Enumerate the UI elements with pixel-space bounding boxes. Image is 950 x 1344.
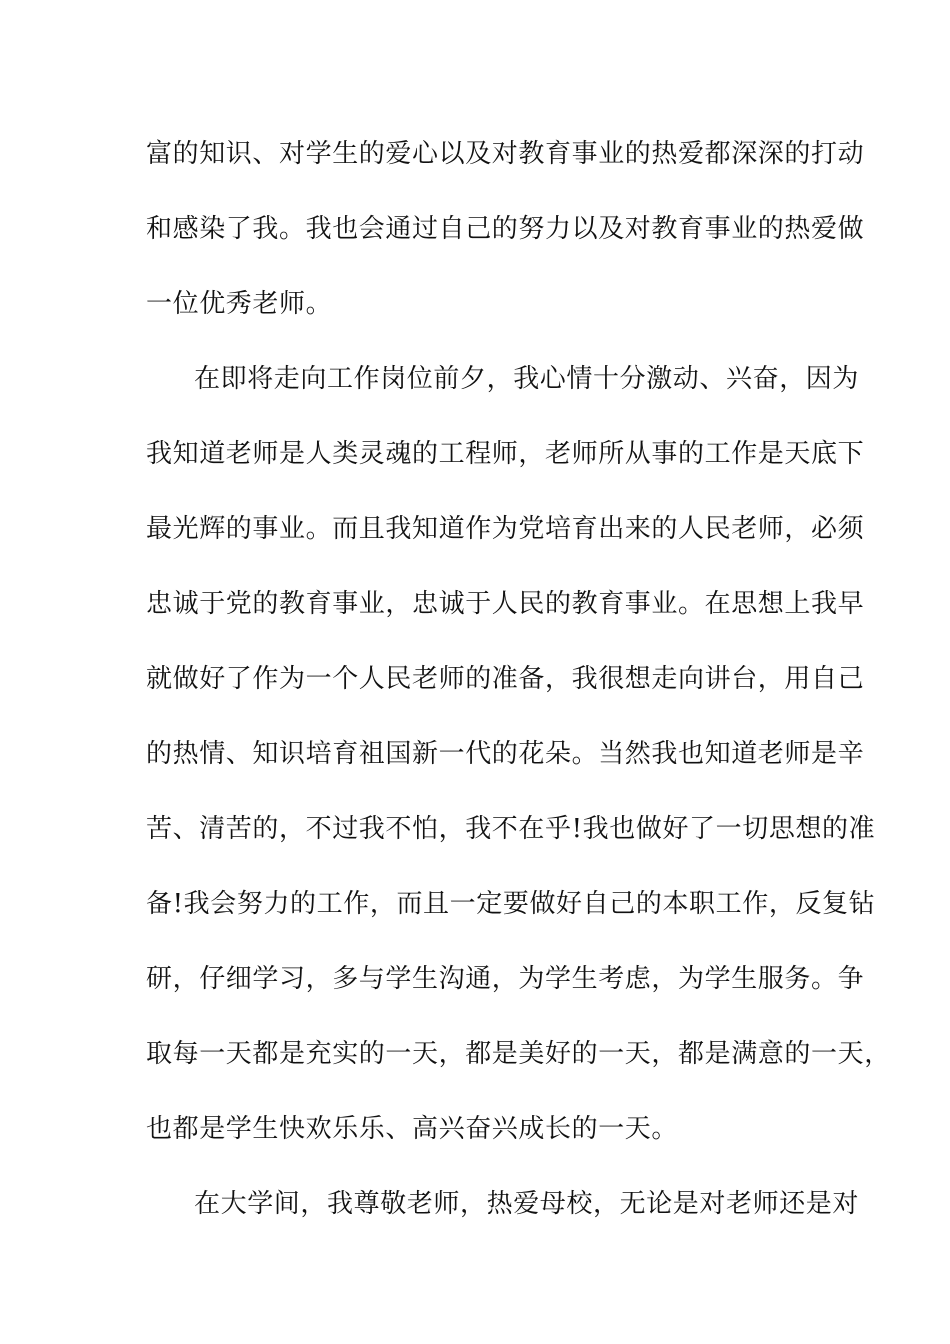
text-line: 就做好了作为一个人民老师的准备，我很想走向讲台，用自己: [146, 664, 865, 694]
text-line: 取每一天都是充实的一天，都是美好的一天，都是满意的一天，: [146, 1039, 891, 1069]
text-line: 最光辉的事业。而且我知道作为党培育出来的人民老师，必须: [146, 514, 865, 544]
text-line: 一位优秀老师。: [146, 289, 333, 319]
text-line: 忠诚于党的教育事业，忠诚于人民的教育事业。在思想上我早: [146, 589, 865, 619]
paragraph-start-line: 在大学间，我尊敬老师，热爱母校，无论是对老师还是对: [194, 1189, 860, 1219]
text-line: 和感染了我。我也会通过自己的努力以及对教育事业的热爱做: [146, 214, 865, 244]
text-line: 的热情、知识培育祖国新一代的花朵。当然我也知道老师是辛: [146, 739, 865, 769]
text-line: 也都是学生快欢乐乐、高兴奋兴成长的一天。: [146, 1114, 679, 1144]
text-line: 研，仔细学习，多与学生沟通，为学生考虑，为学生服务。争: [146, 964, 865, 994]
text-line: 富的知识、对学生的爱心以及对教育事业的热爱都深深的打动: [146, 139, 865, 169]
text-line: 苦、清苦的，不过我不怕，我不在乎!我也做好了一切思想的准: [146, 814, 876, 844]
text-line: 我知道老师是人类灵魂的工程师，老师所从事的工作是天底下: [146, 439, 865, 469]
paragraph-start-line: 在即将走向工作岗位前夕，我心情十分激动、兴奋，因为: [194, 364, 860, 394]
text-line: 备!我会努力的工作，而且一定要做好自己的本职工作，反复钻: [146, 889, 876, 919]
